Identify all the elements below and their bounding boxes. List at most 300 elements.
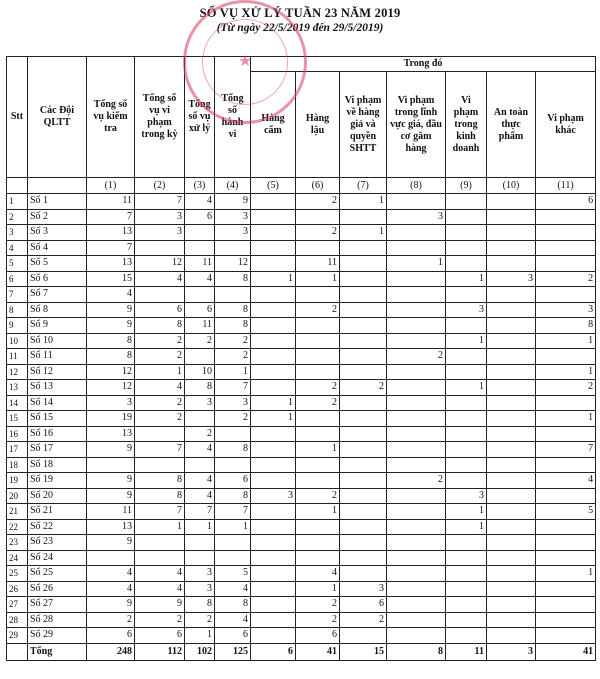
row-value-c8: [387, 566, 446, 582]
table-row: [7, 318, 596, 334]
row-value-c3: 11: [185, 256, 215, 272]
row-value-c5: [251, 349, 296, 365]
table-row: [7, 457, 596, 473]
row-value-c7: [340, 473, 387, 489]
title-block: [0, 6, 600, 34]
column-number: (2): [135, 178, 185, 194]
row-team-name: Số 2: [28, 209, 87, 225]
row-value-c4: 7: [215, 504, 251, 520]
row-value-c11: 4: [536, 473, 596, 489]
row-value-c11: [536, 395, 596, 411]
row-team-name: Số 18: [28, 457, 87, 473]
table-row: [7, 581, 596, 597]
row-value-c6: [296, 519, 340, 535]
row-value-c1: 13: [87, 225, 135, 241]
row-value-c1: 13: [87, 519, 135, 535]
row-value-c8: [387, 364, 446, 380]
row-value-c1: 13: [87, 256, 135, 272]
table-row: [7, 519, 596, 535]
row-value-c9: [446, 225, 487, 241]
row-value-c1: 12: [87, 364, 135, 380]
column-number: (7): [340, 178, 387, 194]
row-value-c5: [251, 442, 296, 458]
row-value-c10: [487, 488, 536, 504]
row-value-c8: [387, 442, 446, 458]
row-value-c9: [446, 364, 487, 380]
row-value-c7: 3: [340, 581, 387, 597]
total-value-c6: 41: [296, 643, 340, 660]
row-value-c4: 5: [215, 566, 251, 582]
row-value-c2: 2: [135, 395, 185, 411]
row-value-c5: [251, 504, 296, 520]
row-stt: 5: [7, 256, 28, 272]
row-value-c6: 2: [296, 395, 340, 411]
row-value-c4: 8: [215, 271, 251, 287]
row-value-c7: 1: [340, 225, 387, 241]
total-value-c2: 112: [135, 643, 185, 660]
table-row: [7, 209, 596, 225]
row-stt: 24: [7, 550, 28, 566]
total-value-c8: 8: [387, 643, 446, 660]
row-value-c4: 1: [215, 364, 251, 380]
total-value-c9: 11: [446, 643, 487, 660]
row-value-c4: 4: [215, 581, 251, 597]
row-value-c2: 2: [135, 411, 185, 427]
table-row: [7, 240, 596, 256]
row-value-c2: 1: [135, 519, 185, 535]
row-value-c4: 1: [215, 519, 251, 535]
row-value-c4: [215, 287, 251, 303]
row-value-c9: 1: [446, 504, 487, 520]
row-value-c7: [340, 535, 387, 551]
row-value-c5: [251, 380, 296, 396]
row-team-name: Số 5: [28, 256, 87, 272]
row-stt: 1: [7, 194, 28, 210]
table-row: [7, 535, 596, 551]
row-value-c4: 3: [215, 395, 251, 411]
row-value-c11: [536, 256, 596, 272]
row-value-c5: [251, 628, 296, 644]
row-value-c8: [387, 287, 446, 303]
row-value-c9: [446, 426, 487, 442]
row-value-c6: [296, 411, 340, 427]
row-value-c10: [487, 550, 536, 566]
row-team-name: Số 28: [28, 612, 87, 628]
row-value-c10: [487, 318, 536, 334]
row-value-c4: 12: [215, 256, 251, 272]
total-value-c5: 6: [251, 643, 296, 660]
row-value-c7: [340, 333, 387, 349]
row-value-c5: [251, 566, 296, 582]
table-row: [7, 380, 596, 396]
row-value-c5: 1: [251, 411, 296, 427]
row-value-c8: [387, 240, 446, 256]
row-value-c6: 1: [296, 504, 340, 520]
row-value-c10: [487, 380, 536, 396]
row-value-c4: [215, 457, 251, 473]
table-row: [7, 628, 596, 644]
row-value-c1: 4: [87, 581, 135, 597]
row-value-c5: [251, 302, 296, 318]
row-team-name: Số 14: [28, 395, 87, 411]
row-value-c7: [340, 411, 387, 427]
row-value-c11: 8: [536, 318, 596, 334]
row-value-c10: [487, 612, 536, 628]
row-value-c10: [487, 628, 536, 644]
row-value-c9: [446, 194, 487, 210]
row-value-c11: [536, 426, 596, 442]
row-value-c3: 7: [185, 504, 215, 520]
row-value-c10: [487, 240, 536, 256]
table-row: [7, 426, 596, 442]
column-number-blank: [28, 178, 87, 194]
row-value-c7: [340, 318, 387, 334]
row-value-c2: [135, 287, 185, 303]
header-c10: An toàn thực phẩm: [487, 72, 536, 178]
row-value-c11: [536, 535, 596, 551]
row-team-name: Số 26: [28, 581, 87, 597]
header-stt: Stt: [7, 57, 28, 178]
row-stt: 21: [7, 504, 28, 520]
row-value-c4: 8: [215, 597, 251, 613]
row-value-c2: 2: [135, 612, 185, 628]
row-value-c2: [135, 535, 185, 551]
row-stt: 6: [7, 271, 28, 287]
row-team-name: Số 1: [28, 194, 87, 210]
row-value-c5: [251, 194, 296, 210]
row-value-c6: 11: [296, 256, 340, 272]
row-value-c2: 4: [135, 581, 185, 597]
row-value-c11: [536, 240, 596, 256]
row-value-c5: [251, 519, 296, 535]
row-value-c7: [340, 395, 387, 411]
row-value-c11: [536, 287, 596, 303]
row-stt: 16: [7, 426, 28, 442]
row-team-name: Số 15: [28, 411, 87, 427]
column-number: (5): [251, 178, 296, 194]
row-value-c8: [387, 535, 446, 551]
row-value-c5: 3: [251, 488, 296, 504]
row-value-c8: [387, 581, 446, 597]
header-group: Trong đó: [251, 57, 596, 72]
row-value-c3: 4: [185, 473, 215, 489]
row-value-c8: [387, 550, 446, 566]
column-number: (11): [536, 178, 596, 194]
row-stt: 26: [7, 581, 28, 597]
header-c8: Vi phạm trong lĩnh vực giá, đầu cơ găm hàng: [387, 72, 446, 178]
table-row: [7, 333, 596, 349]
row-value-c9: [446, 442, 487, 458]
row-team-name: Số 22: [28, 519, 87, 535]
row-value-c2: 8: [135, 488, 185, 504]
table-row: [7, 194, 596, 210]
header-c2: Tổng số vụ vi phạm trong kỳ: [135, 57, 185, 178]
row-value-c6: 2: [296, 194, 340, 210]
row-value-c9: [446, 349, 487, 365]
row-value-c8: [387, 302, 446, 318]
row-value-c4: 3: [215, 209, 251, 225]
row-value-c4: [215, 426, 251, 442]
row-value-c6: 2: [296, 612, 340, 628]
row-value-c4: [215, 535, 251, 551]
row-value-c10: [487, 395, 536, 411]
table-row: [7, 287, 596, 303]
row-value-c2: 7: [135, 504, 185, 520]
total-value-c11: 41: [536, 643, 596, 660]
row-value-c7: [340, 519, 387, 535]
row-value-c8: [387, 225, 446, 241]
row-value-c4: 2: [215, 333, 251, 349]
row-value-c1: 8: [87, 333, 135, 349]
row-value-c2: 3: [135, 209, 185, 225]
row-stt: 28: [7, 612, 28, 628]
row-value-c3: 2: [185, 426, 215, 442]
row-value-c5: [251, 457, 296, 473]
header-row-1: [7, 57, 596, 72]
row-value-c7: [340, 364, 387, 380]
row-value-c9: [446, 318, 487, 334]
row-value-c5: [251, 550, 296, 566]
row-value-c1: 9: [87, 302, 135, 318]
row-value-c2: 3: [135, 225, 185, 241]
column-number: (1): [87, 178, 135, 194]
row-stt: 9: [7, 318, 28, 334]
table-row: [7, 349, 596, 365]
row-value-c3: 3: [185, 581, 215, 597]
row-value-c3: [185, 550, 215, 566]
row-value-c11: [536, 488, 596, 504]
row-value-c6: [296, 364, 340, 380]
column-number: (10): [487, 178, 536, 194]
row-value-c11: [536, 519, 596, 535]
row-value-c7: [340, 566, 387, 582]
column-number: (9): [446, 178, 487, 194]
row-value-c3: [185, 457, 215, 473]
row-value-c8: [387, 519, 446, 535]
row-value-c6: 2: [296, 302, 340, 318]
row-value-c11: [536, 209, 596, 225]
table-body: [7, 178, 596, 661]
row-value-c7: [340, 442, 387, 458]
row-value-c2: 4: [135, 380, 185, 396]
row-value-c6: [296, 287, 340, 303]
row-stt: 13: [7, 380, 28, 396]
row-value-c6: 6: [296, 628, 340, 644]
row-value-c1: 9: [87, 473, 135, 489]
row-value-c1: 4: [87, 287, 135, 303]
table-row: [7, 395, 596, 411]
row-value-c11: 2: [536, 380, 596, 396]
table-row: [7, 271, 596, 287]
table-row: [7, 302, 596, 318]
row-value-c1: 9: [87, 442, 135, 458]
row-value-c4: 2: [215, 411, 251, 427]
total-value-c4: 125: [215, 643, 251, 660]
row-value-c2: 1: [135, 364, 185, 380]
row-value-c6: 1: [296, 581, 340, 597]
row-value-c5: [251, 287, 296, 303]
row-team-name: Số 17: [28, 442, 87, 458]
row-value-c2: 8: [135, 318, 185, 334]
row-value-c7: [340, 488, 387, 504]
row-value-c9: [446, 612, 487, 628]
row-value-c10: [487, 287, 536, 303]
row-value-c6: 1: [296, 442, 340, 458]
row-value-c8: [387, 597, 446, 613]
row-value-c3: 2: [185, 333, 215, 349]
row-value-c9: [446, 628, 487, 644]
row-value-c11: [536, 612, 596, 628]
row-value-c3: [185, 349, 215, 365]
row-value-c2: 4: [135, 271, 185, 287]
row-value-c9: 1: [446, 333, 487, 349]
row-team-name: Số 23: [28, 535, 87, 551]
row-value-c11: 5: [536, 504, 596, 520]
row-value-c1: 2: [87, 612, 135, 628]
total-value-c7: 15: [340, 643, 387, 660]
row-value-c1: [87, 550, 135, 566]
row-value-c10: [487, 364, 536, 380]
row-team-name: Số 11: [28, 349, 87, 365]
row-value-c11: 1: [536, 364, 596, 380]
row-value-c4: 8: [215, 488, 251, 504]
row-value-c8: [387, 612, 446, 628]
row-stt: 8: [7, 302, 28, 318]
row-value-c7: [340, 256, 387, 272]
row-value-c5: [251, 240, 296, 256]
report-table: [6, 56, 596, 661]
row-value-c2: 12: [135, 256, 185, 272]
row-team-name: Số 19: [28, 473, 87, 489]
row-value-c1: 15: [87, 271, 135, 287]
row-value-c1: 6: [87, 628, 135, 644]
row-value-c10: [487, 442, 536, 458]
row-value-c4: 6: [215, 628, 251, 644]
row-stt: 17: [7, 442, 28, 458]
row-stt: 27: [7, 597, 28, 613]
row-value-c3: 3: [185, 566, 215, 582]
row-value-c6: [296, 349, 340, 365]
row-value-c10: [487, 256, 536, 272]
row-value-c1: 9: [87, 488, 135, 504]
row-value-c5: [251, 209, 296, 225]
row-value-c3: 10: [185, 364, 215, 380]
row-value-c8: 1: [387, 256, 446, 272]
row-value-c5: [251, 473, 296, 489]
total-blank: [7, 643, 28, 660]
row-value-c10: [487, 566, 536, 582]
row-value-c3: 4: [185, 488, 215, 504]
row-value-c6: 2: [296, 488, 340, 504]
row-value-c10: [487, 535, 536, 551]
row-value-c5: [251, 426, 296, 442]
row-value-c9: 3: [446, 488, 487, 504]
row-team-name: Số 13: [28, 380, 87, 396]
row-value-c4: 8: [215, 318, 251, 334]
row-value-c11: [536, 550, 596, 566]
row-value-c2: 2: [135, 349, 185, 365]
seal-star-icon: ★: [237, 53, 253, 70]
table-row: [7, 364, 596, 380]
row-value-c2: 7: [135, 194, 185, 210]
row-value-c2: [135, 426, 185, 442]
row-value-c6: [296, 333, 340, 349]
row-value-c7: [340, 628, 387, 644]
row-value-c3: 4: [185, 271, 215, 287]
row-value-c3: 1: [185, 628, 215, 644]
row-value-c10: [487, 519, 536, 535]
header-c4: Tổng số hành vi: [215, 57, 251, 178]
row-value-c1: 9: [87, 597, 135, 613]
row-value-c4: 9: [215, 194, 251, 210]
header-c11: Vi phạm khác: [536, 72, 596, 178]
row-value-c1: 12: [87, 380, 135, 396]
row-value-c10: [487, 333, 536, 349]
row-value-c3: [185, 240, 215, 256]
row-value-c3: 11: [185, 318, 215, 334]
row-value-c6: 2: [296, 380, 340, 396]
row-value-c1: 13: [87, 426, 135, 442]
row-stt: 29: [7, 628, 28, 644]
row-value-c7: [340, 426, 387, 442]
row-value-c8: 2: [387, 349, 446, 365]
row-value-c6: [296, 426, 340, 442]
row-team-name: Số 16: [28, 426, 87, 442]
row-value-c11: [536, 597, 596, 613]
row-value-c5: [251, 225, 296, 241]
row-value-c5: [251, 612, 296, 628]
row-value-c1: [87, 457, 135, 473]
row-value-c7: 6: [340, 597, 387, 613]
row-value-c2: 4: [135, 566, 185, 582]
row-value-c11: 7: [536, 442, 596, 458]
row-value-c8: [387, 504, 446, 520]
row-value-c11: 3: [536, 302, 596, 318]
row-value-c1: 9: [87, 318, 135, 334]
row-value-c4: 8: [215, 302, 251, 318]
row-value-c10: [487, 457, 536, 473]
page-subtitle: (Từ ngày 22/5/2019 đến 29/5/2019): [216, 22, 384, 34]
row-value-c1: 19: [87, 411, 135, 427]
row-value-c9: [446, 597, 487, 613]
row-value-c4: 2: [215, 349, 251, 365]
row-value-c11: 6: [536, 194, 596, 210]
row-stt: 23: [7, 535, 28, 551]
row-value-c8: 3: [387, 209, 446, 225]
row-value-c9: 1: [446, 380, 487, 396]
row-value-c10: [487, 225, 536, 241]
row-value-c1: 9: [87, 535, 135, 551]
row-stt: 14: [7, 395, 28, 411]
row-stt: 22: [7, 519, 28, 535]
row-team-name: Số 20: [28, 488, 87, 504]
row-value-c10: [487, 411, 536, 427]
table-row: [7, 566, 596, 582]
row-value-c5: [251, 318, 296, 334]
row-value-c9: [446, 395, 487, 411]
row-value-c2: 9: [135, 597, 185, 613]
row-value-c7: [340, 349, 387, 365]
row-value-c8: [387, 457, 446, 473]
row-team-name: Số 9: [28, 318, 87, 334]
row-value-c2: 2: [135, 333, 185, 349]
row-team-name: Số 7: [28, 287, 87, 303]
row-value-c11: 1: [536, 333, 596, 349]
row-value-c10: [487, 504, 536, 520]
row-value-c9: [446, 550, 487, 566]
row-value-c9: [446, 535, 487, 551]
table-row: [7, 504, 596, 520]
